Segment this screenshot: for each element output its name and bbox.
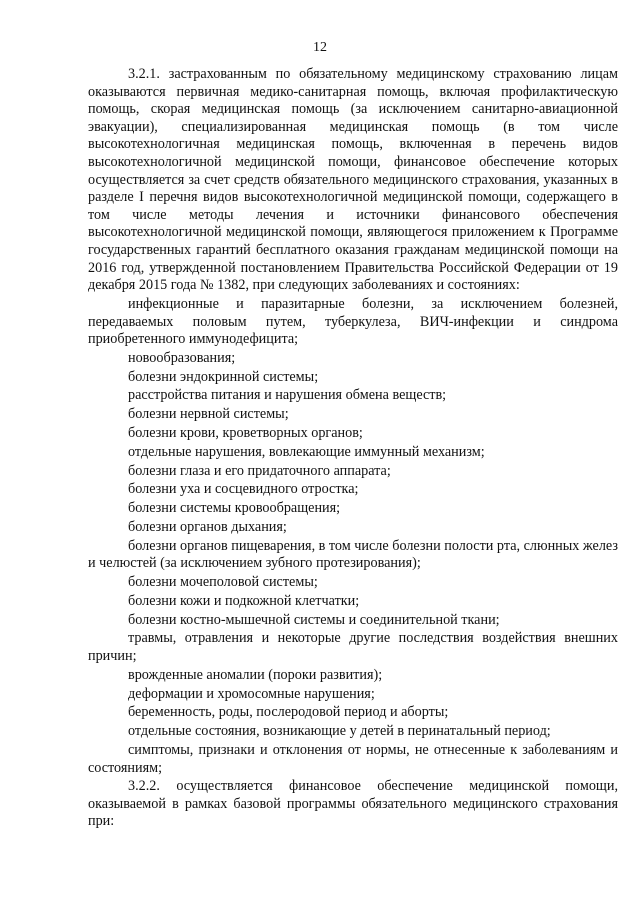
condition-item: травмы, отравления и некоторые другие последствия воздействия внешних причин;	[88, 630, 618, 664]
condition-item: симптомы, признаки и отклонения от нормы, не отнесенные к заболеваниям и состояниям;	[88, 741, 618, 776]
page-number: 12	[313, 40, 327, 55]
condition-item: болезни эндокринной системы;	[128, 368, 319, 385]
condition-item: врожденные аномалии (пороки развития);	[128, 666, 383, 683]
condition-item: болезни органов дыхания;	[128, 518, 287, 535]
closing-paragraph: 3.2.2. осуществляется финансовое обеспечение медицинской помощи, оказываемой в рамках базовой программы обязательного медицинского страхования при:	[88, 778, 618, 830]
condition-item: деформации и хромосомные нарушения;	[128, 685, 375, 702]
condition-item: болезни кожи и подкожной клетчатки;	[128, 592, 360, 609]
condition-item: болезни мочеполовой системы;	[128, 574, 318, 591]
condition-item: новообразования;	[128, 349, 236, 366]
condition-item: болезни костно-мышечной системы и соединительной ткани;	[128, 611, 500, 628]
condition-item: отдельные нарушения, вовлекающие иммунный механизм;	[128, 443, 485, 460]
condition-item: болезни уха и сосцевидного отростка;	[128, 481, 359, 498]
intro-paragraph: 3.2.1. застрахованным по обязательному медицинскому страхованию лицам оказываются первичная медико-санитарная помощь, включая профилактическую помощь, скорая медицинская помощь (за исключением санитарно-авиационной эвакуации), специализированная медицинская помощь (в том числе высокотехнологичная медицинская помощь, включенная в перечень видов высокотехнологичной медицинской помощи, финансовое обеспечение которых осуществляется за счет средств обязательного медицинского страхования, указанных в разделе I перечня видов высокотехнологичной медицинской помощи, содержащего в том числе методы лечения и источники финансового обеспечения высокотехнологичной медицинской помощи, являющегося приложением к Программе государственных гарантий бесплатного оказания гражданам медицинской помощи на 2016 год, утвержденной постановлением Правительства Российской Федерации от 19 декабря 2015 года № 1382, при следующих заболеваниях и состояниях:	[88, 66, 618, 294]
condition-item: болезни глаза и его придаточного аппарата;	[128, 462, 391, 479]
condition-item: болезни крови, кроветворных органов;	[128, 425, 363, 441]
condition-item: болезни нервной системы;	[128, 406, 289, 423]
document-body	[88, 66, 618, 831]
condition-item: расстройства питания и нарушения обмена веществ;	[128, 387, 447, 404]
condition-item: отдельные состояния, возникающие у детей в перинатальный период;	[128, 723, 551, 740]
conditions-list	[88, 296, 618, 777]
condition-item: беременность, роды, послеродовой период и аборты;	[128, 704, 449, 721]
condition-item: болезни системы кровообращения;	[128, 500, 341, 517]
condition-item: болезни органов пищеварения, в том числе болезни полости рта, слюнных желез и челюстей (за исключением зубного протезирования);	[88, 537, 618, 572]
condition-item: инфекционные и паразитарные болезни, за исключением болезней, передаваемых половым путем, туберкулеза, ВИЧ-инфекции и синдрома приобретенного иммунодефицита;	[88, 295, 618, 348]
